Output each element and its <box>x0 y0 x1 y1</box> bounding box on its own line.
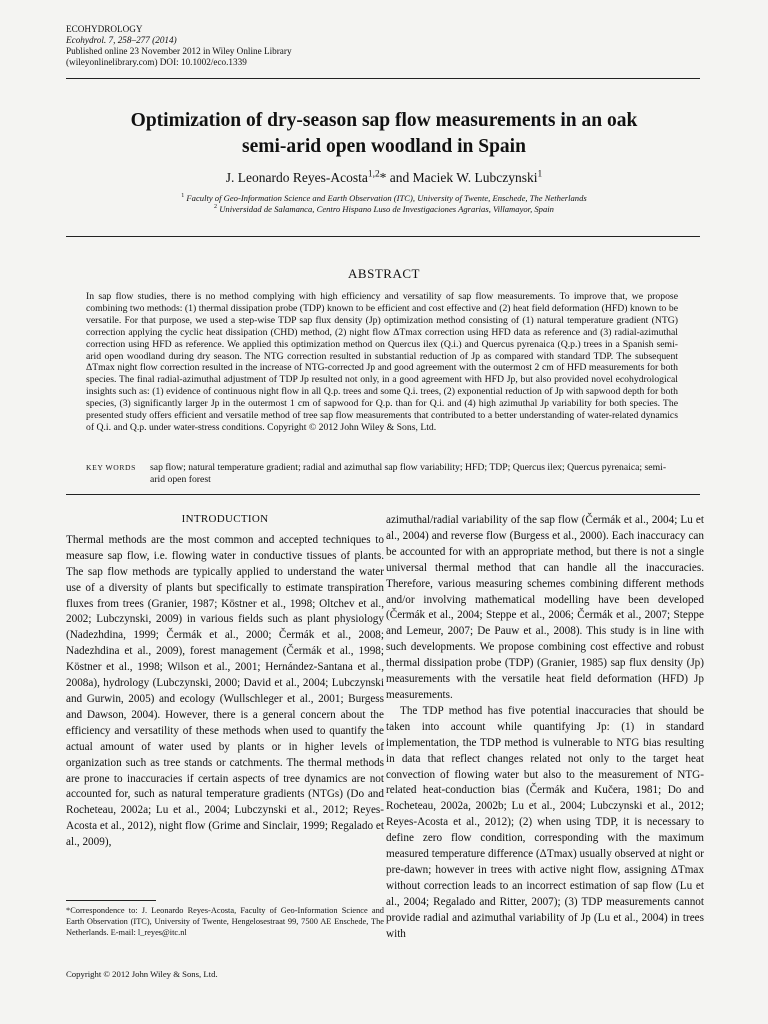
corresponding-mark: * <box>379 170 387 185</box>
intro-paragraph-1-cont: azimuthal/radial variability of the sap flow (Čermák et al., 2004; Lu et al., 2004) and reverse flow (Burgess et al., 2000). Each inaccuracy can be accounted for with an appropriate method, but there is not a single universal thermal method that can handle all the inaccuracies. Therefore, various measuring schemes combining different methods and/or involving mathematical modelling have been developed (Čermák et al., 2004; Steppe et al., 2006; Čermák et al., 2007; Steppe and Lemeur, 2007; De Pauw et al., 2008). This study is in line with such developments. We propose combining cost effective and robust thermal dissipation probe (TDP) (Granier, 1985) sap flux density (Jp) measurements with the versatile heat field deformation (HFD) Jp measurements. <box>386 514 704 701</box>
title-line-1: Optimization of dry-season sap flow measurements in an oak <box>130 110 638 131</box>
author-1-affiliation: 1,2 <box>367 169 380 180</box>
copyright-notice: Copyright © 2012 John Wiley & Sons, Ltd. <box>66 969 218 979</box>
publication-note: Published online 23 November 2012 in Wiley Online Library <box>66 46 292 56</box>
intro-paragraph-1: Thermal methods are the most common and accepted techniques to measure sap flow, i.e. flowing water in conductive tissues of plants. The sap flow methods are typically applied to understand the water use of a diversity of plants but specifically to estimate transpiration fluxes from trees (Granier, 1987; Köstner et al., 1998; Oltchev et al., 2002; Lubczynski, 2009) in various fields such as plant physiology (Nadezhdina, 1999; Čermák et al., 2000; Čermák et al., 2008; Nadezhdina et al., 2009), forest management (Čermák et al., 1998; Köstner et al., 1998; Wilson et al., 2001; Hernández-Santana et al., 2008a), hydrology (Lubczynski, 2000; David et al., 2004; Lubczynski and Gurwin, 2005) and ecology (Wullschleger et al., 2001; Burgess and Dawson, 2004). However, there is a general concern about the efficiency and versatility of these methods when used to quantify the actual amount of water used by plants or in higher levels of organization such as tree stands or catchments. The thermal methods are prone to inaccuracies if certain aspects of tree dynamics are not accounted for, such as natural temperature gradients (NTGs) (Do and Rocheteau, 2002a; Lu et al., 2004; Lubczynski et al., 2012; Reyes-Acosta et al., 2012), night flow (Grime and Sinclair, 1999; Regalado et al., 2009), <box>66 533 384 849</box>
affiliations <box>40 193 728 214</box>
top-rule <box>66 78 700 79</box>
author-line <box>40 170 728 186</box>
author-1: J. Leonardo Reyes-Acosta <box>225 170 368 185</box>
correspondence-footnote: *Correspondence to: J. Leonardo Reyes-Acosta, Faculty of Geo-Information Science and Earth Observation (ITC), University of Twente, Hengelosestraat 99, 7500 AE Enschede, The Netherlands. E-mail: l_reyes@itc.nl <box>66 906 384 937</box>
affiliation-rule <box>66 236 700 237</box>
footnote-rule <box>66 900 156 901</box>
keywords-label: KEY WORDS <box>86 463 136 472</box>
citation: Ecohydrol. 7, 258–277 (2014) <box>66 35 177 45</box>
journal-header <box>66 24 292 68</box>
affiliation-1: $^1$ Faculty of Geo-Information Science and Earth Observation (ITC), University of Twente, Enschede, The Netherlands <box>181 193 587 203</box>
author-conjunction: and <box>386 170 413 185</box>
left-column <box>66 512 384 851</box>
abstract-text: In sap flow studies, there is no method complying with high efficiency and versatility of sap flow measurements. To improve that, we propose combining two methods: (1) thermal dissipation probe (TDP) known to be efficient and cost effective and (2) heat field deformation (HFD) known to be versatile. For that purpose, we used a step-wise TDP sap flux density (Jp) optimization method consisting of (1) natural temperature gradient (NTG) correction applying the cyclic heat dissipation (CHD) method, (2) night flow ΔTmax correction using HFD data as reference and (3) radial-azimuthal correction using HFD as reference. We applied this optimization method on Quercus ilex (Q.i.) and Quercus pyrenaica (Q.p.) trees in a Spanish semi-arid open woodland during dry season. The NTG correction resulted in substantial reduction of Jp as compared with standard TDP. The subsequent ΔTmax night flow correction resulted in the increase of NTG-corrected Jp and good agreement with the outermost 2 cm of HFD measurements for both species. The final radial-azimuthal adjustment of TDP Jp resulted not only, in a good agreement with HFD Jp, but also provided novel ecohydrological insights such as: (1) evidence of continuous night flow in all Q.p. trees and some Q.i. trees, (2) exponential reduction of Jp with sapwood depth for both species, (3) significantly larger Jp in the outermost 1 cm of sapwood for Q.p. than for Q.i. and (4) high azimuthal Jp variability for both species. The presented study offers efficient and versatile method of tree sap flow measurements that contributed to a better understanding of water-related dynamics of Q.i. and Q.p. under water-stress conditions. Copyright © 2012 John Wiley & Sons, Ltd. <box>86 291 678 433</box>
journal-name: ECOHYDROLOGY <box>66 24 143 34</box>
abstract-heading: ABSTRACT <box>348 266 420 281</box>
title-line-2: semi-arid open woodland in Spain <box>242 136 526 157</box>
keywords-text: sap flow; natural temperature gradient; radial and azimuthal sap flow variability; HFD; TDP; Quercus ilex; Quercus pyrenaica; semi-arid open forest <box>150 462 667 485</box>
doi: (wileyonlinelibrary.com) DOI: 10.1002/eco.1339 <box>66 57 247 67</box>
right-column <box>386 513 704 942</box>
introduction-heading: INTRODUCTION <box>181 513 269 525</box>
keywords <box>86 462 678 486</box>
article-title <box>40 108 728 160</box>
author-2-affiliation: 1 <box>537 169 543 180</box>
author-2: Maciek W. Lubczynski <box>412 170 538 185</box>
affiliation-2: $^2$ Universidad de Salamanca, Centro Hispano Luso de Investigaciones Agrarias, Villamayor, Spain <box>214 203 554 214</box>
intro-paragraph-2: The TDP method has five potential inaccuracies that should be taken into account while quantifying Jp: (1) in standard implementation, the TDP method is vulnerable to NTG bias resulting in data that reflect changes related not only to the target heat convection of flowing water but also to the measurement of NTG-related heat-conduction bias (Čermák and Kučera, 1981; Do and Rocheteau, 2002a, 2002b; Lu et al., 2004; Lubczynski et al., 2012; Reyes-Acosta et al., 2012); (2) when using TDP, it is necessary to define zero flow condition, corresponding with the maximum measured temperature difference (ΔTmax) usually observed at night or pre-dawn; however in trees with active night flow, assigning ΔTmax without correction leads to an incorrect estimation of sap flow (Lu et al., 2004; Regalado and Ritter, 2007); (3) TDP measurements cannot provide radial and azimuthal variability of Jp (Lu et al., 2004) in trees with <box>386 704 704 940</box>
keywords-rule <box>66 494 700 495</box>
